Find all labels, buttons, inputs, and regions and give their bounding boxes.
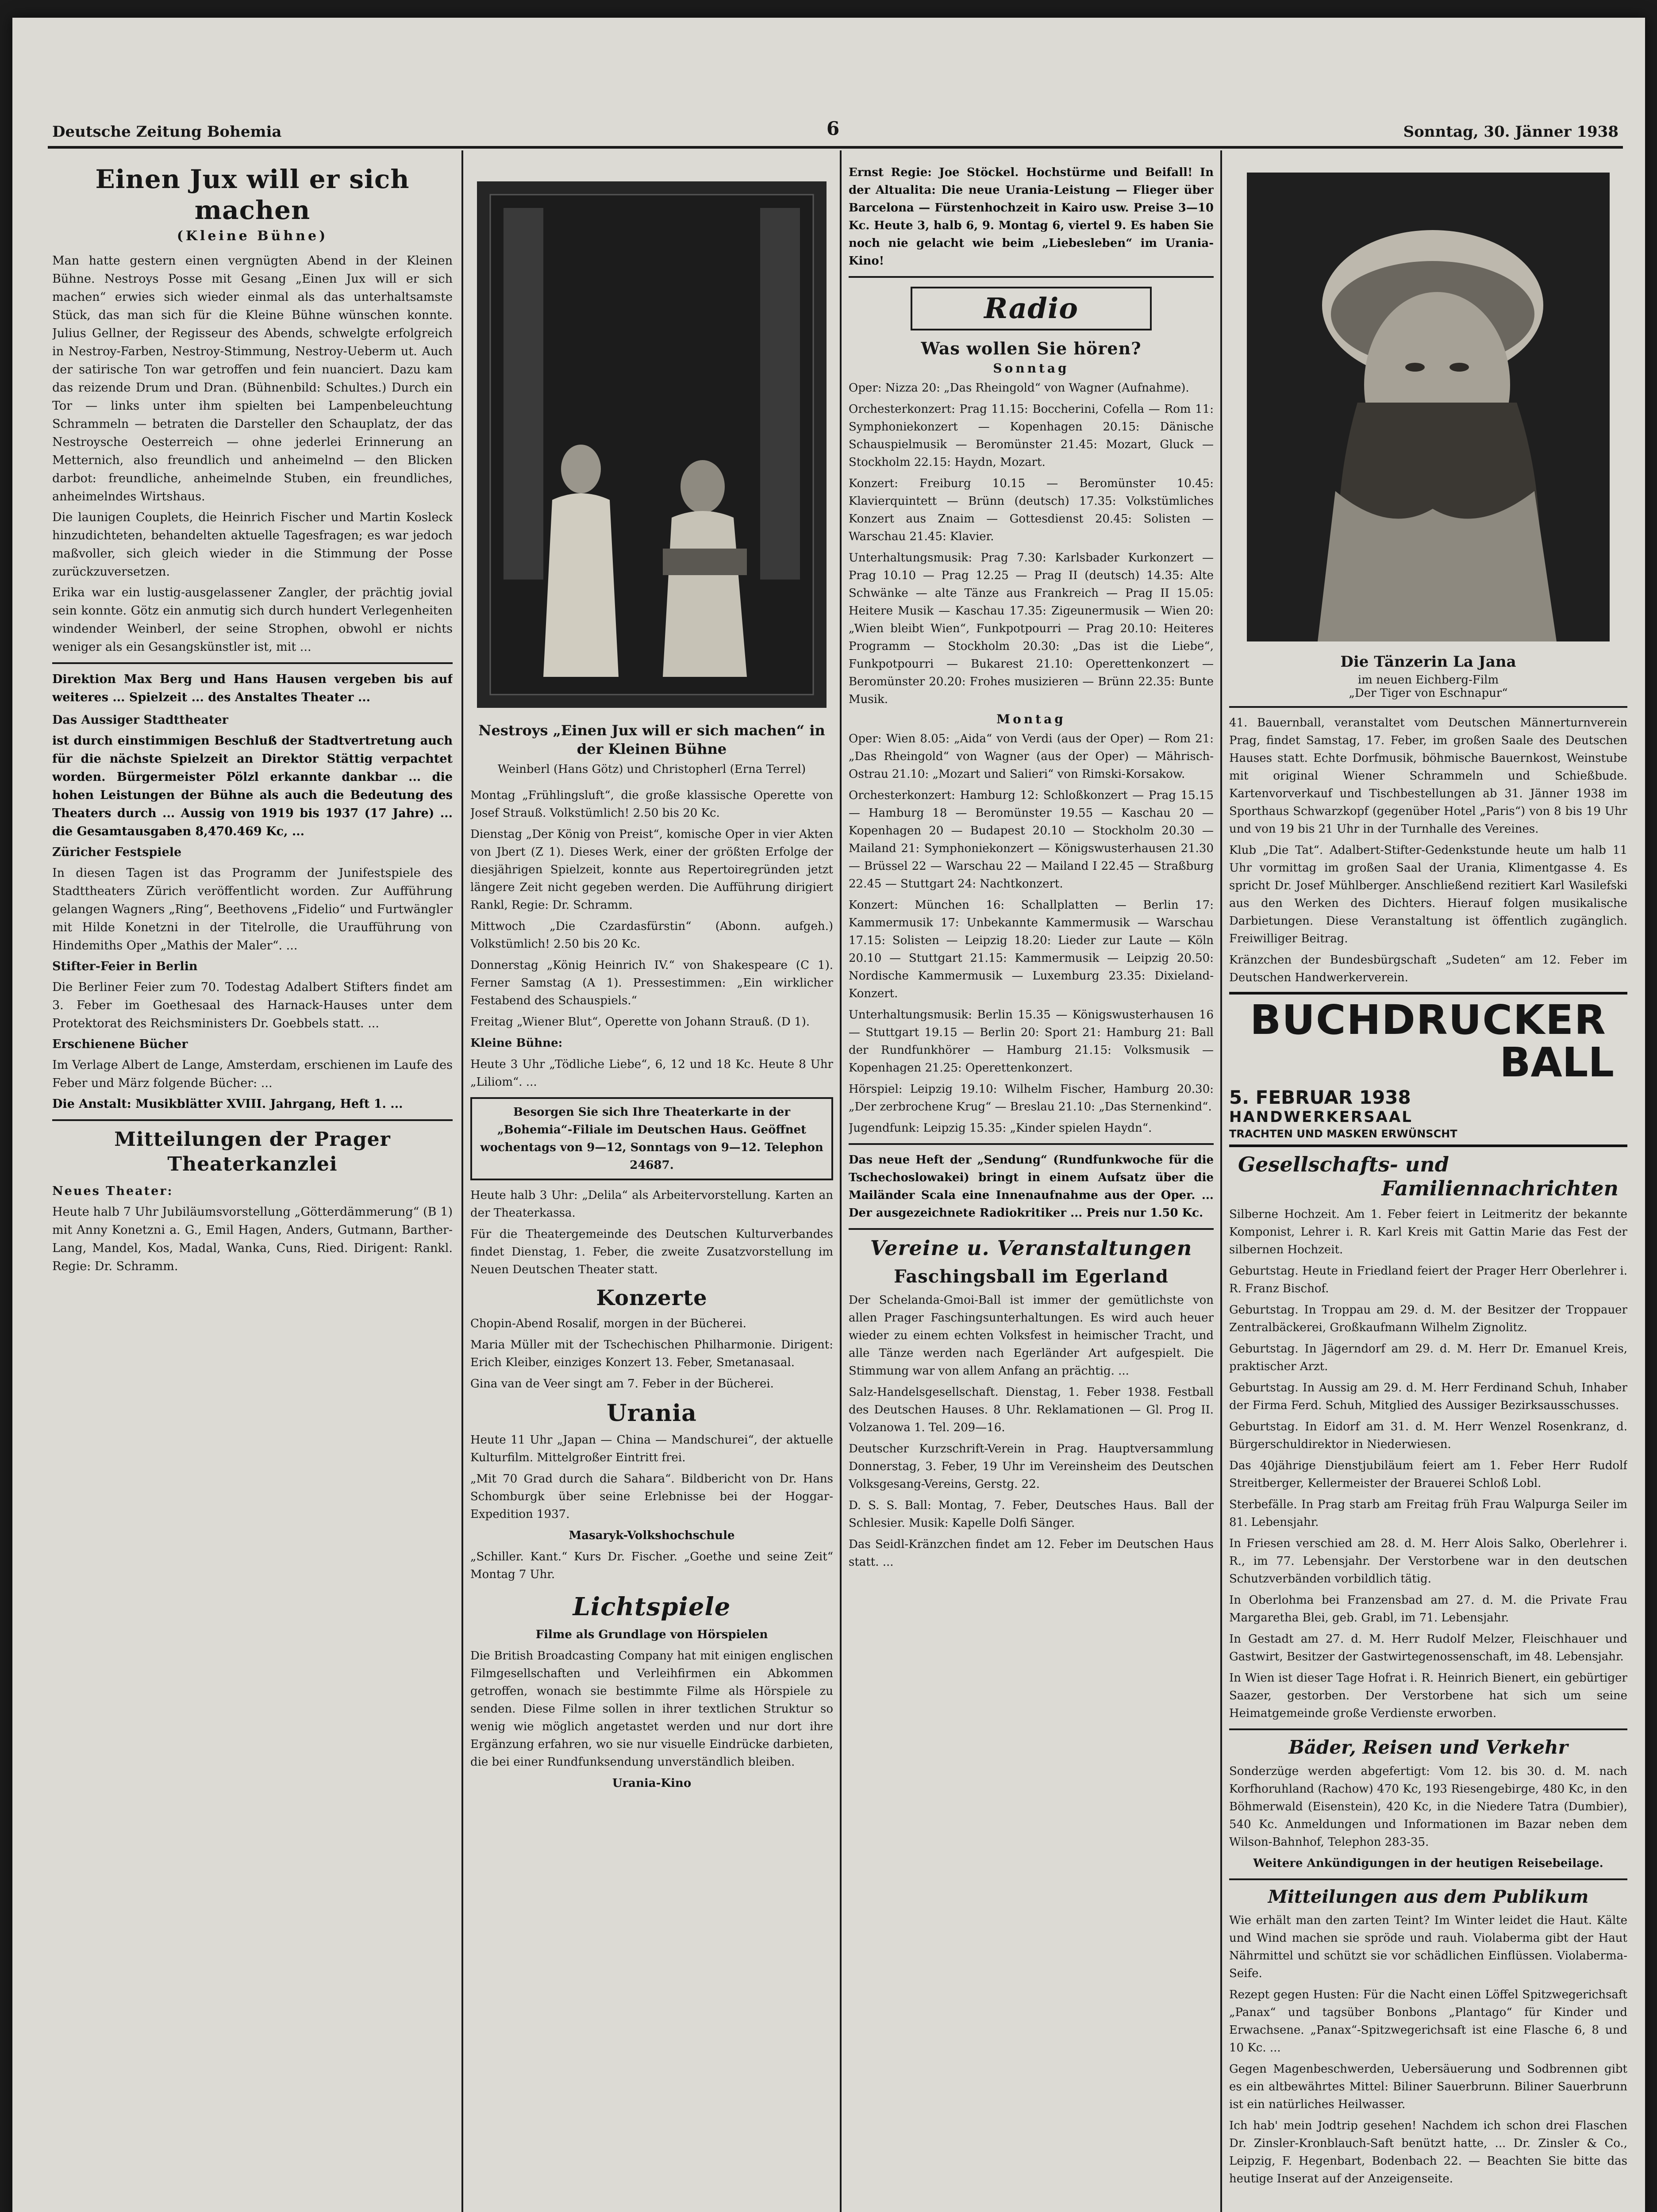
cinema-entry: Die British Broadcasting Company hat mit einigen englischen Filmgesellschaften und Verleihfirmen ein Abkommen getroffen, wonach sie bestimmte Filme als Hörspiele zu senden. Diese Filme sollen in ihrer textlichen Struktur so wenig wie möglich angetastet werden und nur dort ihre Ergänzung erfahren, wo sie nur visuelle Eindrücke darbieten, die bei einer Rundfunksendung unverständlich bleiben. <box>470 1649 833 1769</box>
column-1 <box>52 164 453 2212</box>
family-entry: Geburtstag. In Jägerndorf am 29. d. M. Herr Dr. Emanuel Kreis, praktischer Arzt. <box>1229 1342 1627 1373</box>
article-paragraph: Man hatte gestern einen vergnügten Abend in der Kleinen Bühne. Nestroys Posse mit Gesang „Einen Jux will er sich machen“ erwies sich wieder einmal als das unterhaltsamste Stück, das man sich für die Kleine Bühne wünschen konnte. Julius Gellner, der Regisseur des Abends, schwelgte erfolgreich in Nestroy-Farben, Nestroy-Stimmung, Nestroy-Ueberm ut. Auch der satirische Ton war getroffen und fein nuanciert. Dazu kam das reizende Drum und Dran. (Bühnenbild: Schultes.) Durch ein Tor — links unter ihm spielten bei Lampenbeleuchtung Schrammeln — betraten die Darsteller den Schauplatz, der das Nestroysche Oesterreich — ohne jederlei Erinnerung an Metternich, also freundlich und anheimelnd — den Blicken darbot: freundliche, anheimelnde Stuben, ein freundliches, anheimelndes Wirtshaus. <box>52 254 453 503</box>
family-entry: In Gestadt am 27. d. M. Herr Rudolf Melzer, Fleischhauer und Gastwirt, Besitzer der Gastwirtegenossenschaft, im 48. Lebensjahr. <box>1229 1632 1627 1663</box>
dancer-photo-image <box>1247 173 1610 641</box>
article-paragraph: Die Anstalt: Musikblätter XVIII. Jahrgang, Heft 1. ... <box>52 1097 403 1111</box>
divider <box>849 276 1214 278</box>
section-heading: Das Aussiger Stadttheater <box>52 713 228 727</box>
photo-caption: Nestroys „Einen Jux will er sich machen“ in der Kleinen Bühne <box>478 722 825 757</box>
radio-entry: Hörspiel: Leipzig 19.10: Wilhelm Fischer, Hamburg 20.30: „Der zerbrochene Krug“ — Breslau 21.10: „Das Sternenkind“. <box>849 1083 1214 1114</box>
public-entry: Rezept gegen Husten: Für die Nacht einen Löffel Spitzwegerichsaft „Panax“ und tagsüber Bonbons „Plantago“ für Kinder und Erwachsene. „Panax“-Spitzwegerichsaft ist eine Flasche 6, 8 und 10 Kc. ... <box>1229 1988 1627 2055</box>
ball-ad <box>1229 992 1627 1147</box>
stage-photo <box>477 181 827 708</box>
box-paragraph: Heute halb 7 Uhr Jubiläumsvorstellung „Götterdämmerung“ (B 1) mit Anny Konetzni a. G., Emil Hagen, Anders, Gutmann, Barther-Lang, Mandel, Kos, Madal, Wanka, Cuns, Ried. Dirigent: Rankl. Regie: Dr. Schramm. <box>52 1205 453 1273</box>
article-paragraph: Die Berliner Feier zum 70. Todestag Adalbert Stifters findet am 3. Feber im Goethesaal des Harnack-Hauses unter dem Protektorat des Reichsministers Dr. Goebbels statt. ... <box>52 980 453 1030</box>
family-entry: In Friesen verschied am 28. d. M. Herr Alois Salko, Oberlehrer i. R., im 77. Lebensjahr. Der Verstorbene war in den deutschen Schutzverbänden vorbildlich tätig. <box>1229 1537 1627 1586</box>
film-notice: Ernst Regie: Joe Stöckel. Hochstürme und Beifall! In der Altualita: Die neue Urania-Leistung — Flieger über Barcelona — Fürstenhochzeit in Kairo usw. Preise 3—10 Kc. Heute 3, halb 6, 9. Montag 6, viertel 9. Es haben Sie noch nie gelacht wie beim „Liebesleben“ im Urania-Kino! <box>849 166 1214 268</box>
article-paragraph: In diesen Tagen ist das Programm der Junifestspiele des Stadttheaters Zürich veröffentlicht worden. Zur Aufführung gelangen Wagners „Ring“, Beethovens „Fidelio“ und Furtwängler mit Hilde Konetzni in der Titelrolle, die Uraufführung von Hindemiths Oper „Mathis der Maler“. ... <box>52 866 453 952</box>
program-entry: Mittwoch „Die Czardasfürstin“ (Abonn. aufgeh.) Volkstümlich! 2.50 bis 20 Kc. <box>470 920 833 951</box>
travel-note: Weitere Ankündigungen in der heutigen Reisebeilage. <box>1253 1857 1603 1870</box>
ad-headline: BUCHDRUCKER <box>1250 996 1607 1044</box>
event-entry: Das Seidl-Kränzchen findet am 12. Feber im Deutschen Haus statt. ... <box>849 1538 1214 1569</box>
photo-subcaption: Weinberl (Hans Götz) und Christopherl (Erna Terrel) <box>497 763 806 776</box>
radio-entry: Jugendfunk: Leipzig 15.35: „Kinder spielen Haydn“. <box>849 1121 1152 1135</box>
photo-subcaption: im neuen Eichberg-Film <box>1357 673 1499 687</box>
family-entry: Sterbefälle. In Prag starb am Freitag früh Frau Walpurga Seiler im 81. Lebensjahr. <box>1229 1498 1627 1529</box>
section-title-clubs: Vereine u. Veranstaltungen <box>870 1236 1192 1260</box>
issue-date: Sonntag, 30. Jänner 1938 <box>1403 123 1619 141</box>
photo-subcaption: „Der Tiger von Eschnapur“ <box>1349 687 1508 700</box>
announcement: 41. Bauernball, veranstaltet vom Deutschen Männerturnverein Prag, findet Samstag, 17. Feber, im großen Saale des Deutschen Hauses statt. Echte Dorfmusik, böhmische Bauernkost, Weinstube mit original Wiener Schrammeln und Schießbude. Kartenvorverkauf und Tischbestellungen ab 31. Jänner 1938 im Sporthaus Schwarzkopf (gegenüber Hotel „Paris“) von 8 bis 19 Uhr und von 19 bis 21 Uhr in der Turnhalle des Vereines. <box>1229 716 1627 836</box>
article-paragraph: ist durch einstimmigen Beschluß der Stadtvertretung auch für die nächste Spielzeit an Direktor Stättig verpachtet worden. Bürgermeister Pölzl erkannte dankbar ... die hohen Leistungen der Bühne als auch die Bedeutung des Theaters durch ... Aussig von 1919 bis 1937 (17 Jahre) ... die Gesamtausgaben 8,470.469 Kc, ... <box>52 734 453 838</box>
section-title-concerts: Konzerte <box>596 1286 707 1310</box>
radio-entry: Oper: Nizza 20: „Das Rheingold“ von Wagner (Aufnahme). <box>849 381 1189 395</box>
divider <box>1229 706 1627 708</box>
public-entry: Ich hab' mein Jodtrip gesehen! Nachdem ich schon drei Flaschen Dr. Zinsler-Kronblauch-Saft benützt hatte, ... Dr. Zinsler & Co., Leipzig, F. Hegenbart, Bodenbach 22. — Beachten Sie bitte das heutige Inserat auf der Anzeigenseite. <box>1229 2119 1627 2185</box>
public-entry: Gegen Magenbeschwerden, Uebersäuerung und Sodbrennen gibt es ein altbewährtes Mittel: Biliner Sauerbrunn. Biliner Sauerbrunn ist ein natürliches Heilwasser. <box>1229 2062 1627 2111</box>
column-3 <box>849 164 1214 2212</box>
announcement: Kränzchen der Bundesbürgschaft „Sudeten“ am 12. Feber im Deutschen Handwerkerverein. <box>1229 953 1627 984</box>
article-paragraph: Die launigen Couplets, die Heinrich Fischer und Martin Kosleck hinzudichteten, behandelten aktuelle Tagesfragen; es war jedoch maßvoller, sich gleich wieder in die Stimmung der Posse zurückzuversetzen. <box>52 511 453 579</box>
newspaper-page <box>12 18 1645 2212</box>
program-entry: Heute halb 3 Uhr: „Delila“ als Arbeitervorstellung. Karten an der Theaterkassa. <box>470 1189 833 1220</box>
section-title-urania: Urania <box>607 1400 697 1427</box>
ad-venue: HANDWERKERSAAL <box>1229 1108 1413 1126</box>
program-entry: Heute 3 Uhr „Tödliche Liebe“, 6, 12 und 18 Kc. Heute 8 Uhr „Liliom“. ... <box>470 1058 833 1089</box>
divider <box>52 662 453 664</box>
section-title-public: Mitteilungen aus dem Publikum <box>1268 1886 1589 1907</box>
radio-entry: Unterhaltungsmusik: Berlin 15.35 — Königswusterhausen 16 — Stuttgart 19.15 — Berlin 20: Sport 21: Hamburg 21: Ball der Rundfunkhörer — Hamburg 21.15: Volksmusik — Kopenhagen 21.25: Operettenkonzert. <box>849 1008 1214 1075</box>
section-heading: Stifter-Feier in Berlin <box>52 960 198 973</box>
radio-entry: Konzert: München 16: Schallplatten — Berlin 17: Kammermusik 17: Unbekannte Kammermusik — Warschau 17.15: Solisten — Leipzig 18.20: Lieder zur Laute — Köln 20.10 — Stuttgart 21.15: Kammermusik — Leipzig 20.50: Nordische Kammermusik — Luxemburg 23.35: Dixieland-Konzert. <box>849 899 1214 1000</box>
header-rule <box>48 146 1623 149</box>
column-divider <box>1220 150 1222 2212</box>
divider <box>849 1143 1214 1145</box>
ticket-box-text: Besorgen Sie sich Ihre Theaterkarte in der „Bohemia“-Filiale im Deutschen Haus. Geöffnet wochentags von 9—12, Sonntags von 9—12. Telephon 24687. <box>480 1106 823 1172</box>
day-heading: Sonntag <box>993 361 1069 376</box>
radio-entry: Unterhaltungsmusik: Prag 7.30: Karlsbader Kurkonzert — Prag 10.10 — Prag 12.25 — Prag II (deutsch) 14.35: Alte Schwänke — alte Tänze aus Frankreich — Prag II 15.05: Heitere Musik — Kaschau 17.35: Zigeunermusik — Wien 20: „Wien bleibt Wien“, Funkpotpourri — Prag 20.10: Heiteres Programm — Stockholm 20.30: „Das ist die Liebe“, Funkpotpourri — Bukarest 21.10: Operettenkonzert — Beromünster 20.20: Frohes musizieren — Brünn 22.35: Bunte Musik. <box>849 551 1214 706</box>
program-entry: Dienstag „Der König von Preist“, komische Oper in vier Akten von Jbert (Z 1). Dieses Werk, einer der größten Erfolge der diesjährigen Spielzeit, konnte aus Repertoiregründen jetzt längere Zeit nicht gegeben werden. Die Aufführung dirigiert Rankl, Regie: Dr. Schramm. <box>470 828 833 912</box>
page-number: 6 <box>827 118 840 139</box>
divider <box>52 1119 453 1121</box>
divider <box>1229 1728 1627 1730</box>
masthead-label: Deutsche Zeitung Bohemia <box>52 123 282 141</box>
concert-entry: Chopin-Abend Rosalif, morgen in der Bücherei. <box>470 1317 746 1330</box>
ad-date: 5. FEBRUAR 1938 <box>1229 1087 1411 1108</box>
column-divider <box>840 150 842 2212</box>
program-entry: Für die Theatergemeinde des Deutschen Kulturverbandes findet Dienstag, 1. Feber, die zweite Zusatzvorstellung im Neuen Deutschen Theater statt. <box>470 1228 833 1276</box>
day-heading: Montag <box>996 712 1066 726</box>
public-entry: Wie erhält man den zarten Teint? Im Winter leidet die Haut. Kälte und Wind machen sie spröde und rauh. Violaberma gibt der Haut Nährmittel und schützt sie vor schädlichen Einflüssen. Violaberma-Seife. <box>1229 1914 1627 1980</box>
section-title-family: Familiennachrichten <box>1381 1176 1619 1200</box>
event-entry: Salz-Handelsgesellschaft. Dienstag, 1. Feber 1938. Festball des Deutschen Hauses. 8 Uhr. Reklamationen — Gl. Prog II. Volzanowa 1. Tel. 209—16. <box>849 1386 1214 1434</box>
radio-title-box <box>911 287 1152 330</box>
urania-entry: „Schiller. Kant.“ Kurs Dr. Fischer. „Goethe und seine Zeit“ Montag 7 Uhr. <box>470 1550 833 1581</box>
article-subtitle: (Kleine Bühne) <box>177 228 328 244</box>
concert-entry: Maria Müller mit der Tschechischen Philharmonie. Dirigent: Erich Kleiber, einziges Konzert 13. Feber, Smetanasaal. <box>470 1338 833 1369</box>
radio-entry: Konzert: Freiburg 10.15 — Beromünster 10.45: Klavierquintett — Brünn (deutsch) 17.35: Volkstümliches Konzert aus Znaim — Gottesdienst 20.45: Solisten — Warschau 21.45: Klavier. <box>849 477 1214 543</box>
section-heading: Urania-Kino <box>612 1777 692 1790</box>
program-entry: Freitag „Wiener Blut“, Operette von Johann Strauß. (D 1). <box>470 1015 810 1029</box>
family-entry: In Oberlohma bei Franzensbad am 27. d. M. die Private Frau Margaretha Blei, geb. Grabl, im 71. Lebensjahr. <box>1229 1594 1627 1624</box>
divider <box>849 1228 1214 1230</box>
family-entry: In Wien ist dieser Tage Hofrat i. R. Heinrich Bienert, ein gebürtiger Saazer, gestorben. Der Verstorbene hat sich um seine Heimatgemeinde große Verdienste erworben. <box>1229 1671 1627 1720</box>
dancer-photo <box>1247 173 1610 641</box>
radio-question: Was wollen Sie hören? <box>921 338 1142 358</box>
column-divider <box>461 150 463 2212</box>
section-heading: Filme als Grundlage von Hörspielen <box>535 1628 768 1641</box>
family-entry: Das 40jährige Dienstjubiläum feiert am 1. Feber Herr Rudolf Streitberger, Kellermeister der Brauerei Schloß Lobl. <box>1229 1459 1627 1490</box>
radio-notice: Das neue Heft der „Sendung“ (Rundfunkwoche für die Tschechoslowakei) bringt in einem Aufsatz über die Mailänder Scala eine Innenaufnahme aus der Oper. ... Der ausgezeichnete Radiokritiker ... Preis nur 1.50 Kc. <box>849 1153 1214 1220</box>
radio-entry: Orchesterkonzert: Prag 11.15: Boccherini, Cofella — Rom 11: Symphoniekonzert — Kopenhagen 20.15: Dänische Schauspielmusik — Beromünster 21.45: Mozart, Gluck — Stockholm 22.15: Haydn, Mozart. <box>849 403 1214 469</box>
column-4 <box>1229 164 1627 2212</box>
section-heading: Züricher Festspiele <box>52 845 182 859</box>
section-title-cinema: Lichtspiele <box>573 1592 731 1621</box>
notice-paragraph: Direktion Max Berg und Hans Hausen vergeben bis auf weiteres ... Spielzeit ... des Anstaltes Theater ... <box>52 672 453 704</box>
stage-photo-image <box>477 181 827 708</box>
section-title-travel: Bäder, Reisen und Verkehr <box>1288 1736 1568 1758</box>
program-entry: Montag „Frühlingsluft“, die große klassische Operette von Josef Strauß. Volkstümlich! 2.50 bis 20 Kc. <box>470 789 833 820</box>
urania-entry: „Mit 70 Grad durch die Sahara“. Bildbericht von Dr. Hans Schomburgk über seine Erlebnisse bei der Hoggar-Expedition 1937. <box>470 1472 833 1521</box>
urania-entry: Heute 11 Uhr „Japan — China — Mandschurei“, der aktuelle Kulturfilm. Mittelgroßer Eintritt frei. <box>470 1433 833 1464</box>
article-paragraph: Im Verlage Albert de Lange, Amsterdam, erschienen im Laufe des Feber und März folgende Bücher: ... <box>52 1058 453 1090</box>
article-paragraph: Erika war ein lustig-ausgelassener Zangler, der prächtig jovial sein konnte. Götz ein anmutig sich durch hundert Verlegenheiten windender Weinberl, der seine Strophen, obwohl er nichts weniger als ein Gesangskünstler ist, mit ... <box>52 586 453 654</box>
family-entry: Silberne Hochzeit. Am 1. Feber feiert in Leitmeritz der bekannte Komponist, Lehrer i. R. Karl Kreis mit Gattin Marie das Fest der silbernen Hochzeit. <box>1229 1208 1627 1256</box>
family-entry: Geburtstag. Heute in Friedland feiert der Prager Herr Oberlehrer i. R. Franz Bischof. <box>1229 1264 1627 1295</box>
event-entry: Deutscher Kurzschrift-Verein in Prag. Hauptversammlung Donnerstag, 3. Feber, 19 Uhr im Vereinsheim des Deutschen Volksgesang-Vereins, Gerstg. 22. <box>849 1442 1214 1491</box>
ad-note: TRACHTEN UND MASKEN ERWÜNSCHT <box>1229 1128 1457 1140</box>
concert-entry: Gina van de Veer singt am 7. Feber in der Bücherei. <box>470 1377 774 1390</box>
program-entry: Donnerstag „König Heinrich IV.“ von Shakespeare (C 1). Ferner Samstag (A 1). Pressestimmen: „Ein wirklicher Festabend des Schauspiels.“ <box>470 959 833 1007</box>
ticket-box <box>470 1097 833 1180</box>
family-entry: Geburtstag. In Troppau am 29. d. M. der Besitzer der Troppauer Zentralbäckerei, Großkaufmann Wilhelm Zignolitz. <box>1229 1303 1627 1334</box>
section-heading: Kleine Bühne: <box>470 1037 563 1050</box>
column-2 <box>470 164 833 2212</box>
divider <box>1229 1878 1627 1880</box>
section-title-radio: Radio <box>984 292 1078 325</box>
announcement: Klub „Die Tat“. Adalbert-Stifter-Gedenkstunde heute um halb 11 Uhr vormittag im großen Saal der Urania, Klimentgasse 4. Es spricht Dr. Josef Mühlberger. Anschließend rezitiert Karl Wasilefski aus den Werken des Dichters. Hierauf folgen musikalische Darbietungen. Diese Veranstaltung ist öffentlich zugänglich. Freiwilliger Beitrag. <box>1229 844 1627 945</box>
radio-entry: Orchesterkonzert: Hamburg 12: Schloßkonzert — Prag 15.15 — Hamburg 18 — Beromünster 19.55 — Kaschau 20 — Kopenhagen 20 — Budapest 20.10 — Stockholm 20.30 — Mailand 21: Symphoniekonzert — Königswusterhausen 21.30 — Brüssel 22 — Warschau 22 — Mailand I 22.45 — Straßburg 22.45 — Stuttgart 24: Nachtkonzert. <box>849 789 1214 891</box>
family-entry: Geburtstag. In Aussig am 29. d. M. Herr Ferdinand Schuh, Inhaber der Firma Ferd. Schuh, Mitglied des Aussiger Bezirksausschusses. <box>1229 1381 1627 1412</box>
article-title: Einen Jux will er sich machen <box>95 164 410 225</box>
radio-entry: Oper: Wien 8.05: „Aida“ von Verdi (aus der Oper) — Rom 21: „Das Rheingold“ von Wagner (aus der Oper) — Mährisch-Ostrau 21.10: „Mozart und Salieri“ von Rimski-Korsakow. <box>849 732 1214 781</box>
section-title-society: Gesellschafts- und <box>1238 1152 1449 1176</box>
box-subtitle: Neues Theater: <box>52 1184 173 1198</box>
box-title: Mitteilungen der Prager Theaterkanzlei <box>114 1128 391 1175</box>
event-entry: D. S. S. Ball: Montag, 7. Feber, Deutsches Haus. Ball der Schlesier. Musik: Kapelle Dolfi Sänger. <box>849 1499 1214 1530</box>
section-heading: Erschienene Bücher <box>52 1037 188 1051</box>
photo-caption: Die Tänzerin La Jana <box>1340 653 1516 671</box>
family-entry: Geburtstag. In Eidorf am 31. d. M. Herr Wenzel Rosenkranz, d. Bürgerschuldirektor in Niederwiesen. <box>1229 1420 1627 1451</box>
ad-headline: BALL <box>1499 1039 1614 1086</box>
section-heading: Masaryk-Volkshochschule <box>569 1529 735 1542</box>
event-title: Faschingsball im Egerland <box>894 1266 1169 1287</box>
event-entry: Der Schelanda-Gmoi-Ball ist immer der gemütlichste von allen Prager Faschingsunterhaltungen. Es wird auch heuer wieder zu einem echten Volksfest in heimischer Tracht, und alle Tänze werden nach Egerländer Art aufgespielt. Die Stimmung war von allem Anfang an prächtig. ... <box>849 1294 1214 1378</box>
travel-entry: Sonderzüge werden abgefertigt: Vom 12. bis 30. d. M. nach Korfhoruhland (Rachow) 470 Kc, 193 Riesengebirge, 480 Kc, in den Böhmerwald (Eisenstein), 420 Kc, in die Niedere Tatra (Dumbier), 540 Kc. Anmeldungen und Informationen im Bazar neben dem Wilson-Bahnhof, Telephon 283-35. <box>1229 1765 1627 1849</box>
